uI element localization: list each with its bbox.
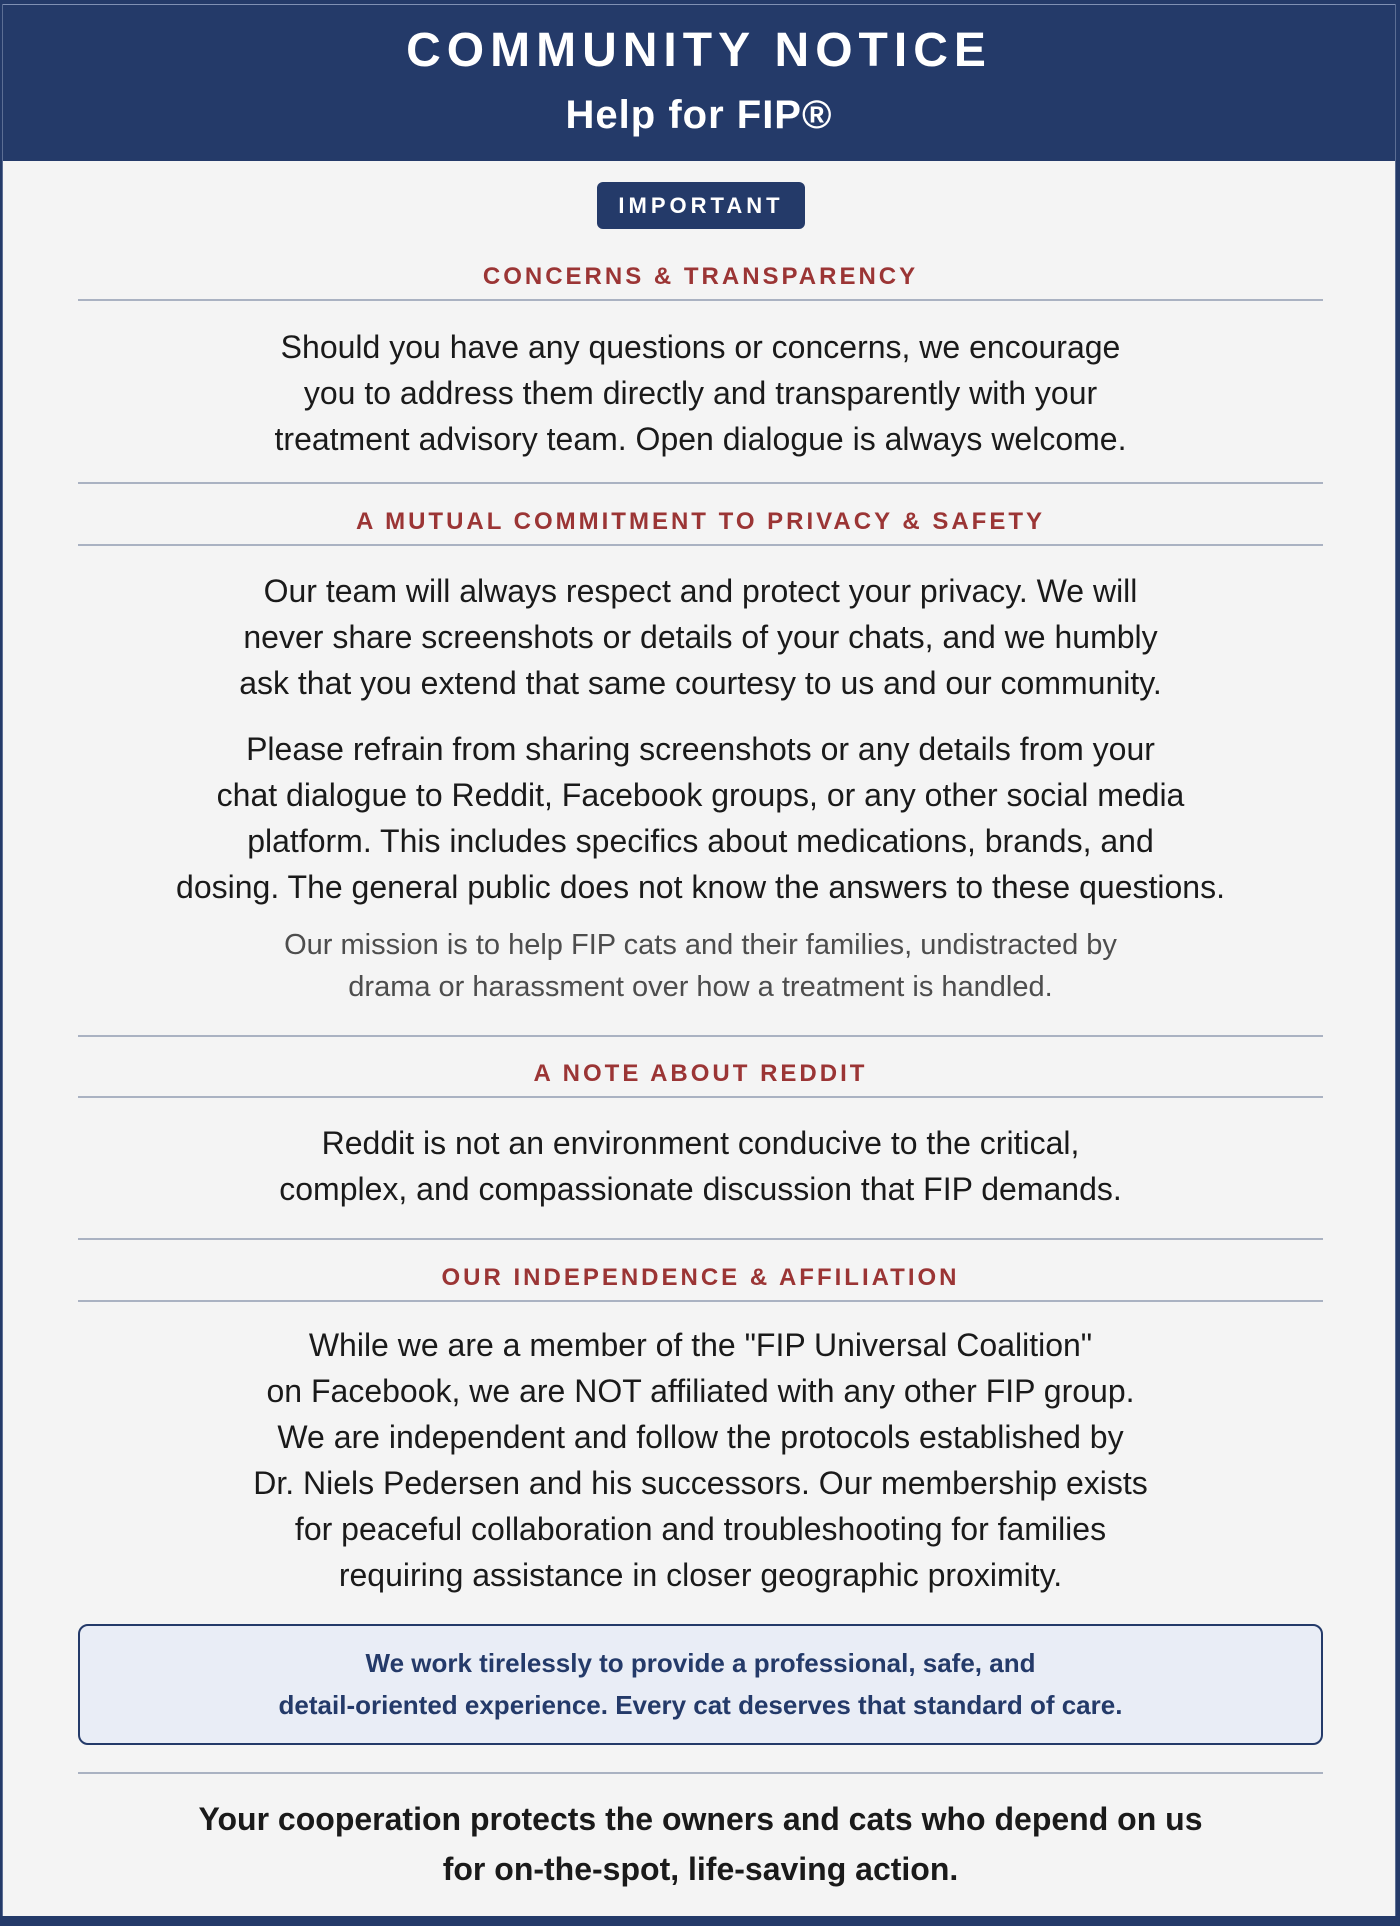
commitment-callout — [78, 1624, 1323, 1745]
closing-statement — [78, 1794, 1323, 1894]
divider — [78, 1035, 1323, 1037]
paragraph-line: We are independent and follow the protocols established by — [277, 1419, 1124, 1455]
callout-line: detail-oriented experience. Every cat deserves that standard of care. — [278, 1690, 1123, 1720]
section-title-independence: OUR INDEPENDENCE & AFFILIATION — [441, 1264, 960, 1291]
paragraph-line: Dr. Niels Pedersen and his successors. Our membership exists — [253, 1465, 1148, 1501]
section-title-reddit: A NOTE ABOUT REDDIT — [533, 1060, 868, 1087]
paragraph-line: Our mission is to help FIP cats and their families, undistracted by — [284, 929, 1117, 961]
closing-line: for on-the-spot, life-saving action. — [442, 1851, 959, 1887]
divider — [78, 1096, 1323, 1098]
sharing-paragraph — [78, 726, 1323, 910]
paragraph-line: platform. This includes specifics about medications, brands, and — [247, 823, 1154, 859]
paragraph-line: ask that you extend that same courtesy to us and our community. — [239, 665, 1162, 701]
paragraph-line: chat dialogue to Reddit, Facebook groups, or any other social media — [216, 777, 1185, 813]
mission-paragraph — [78, 924, 1323, 1008]
privacy-paragraph — [78, 568, 1323, 706]
divider — [78, 482, 1323, 484]
paragraph-line: Reddit is not an environment conducive to the critical, — [321, 1125, 1080, 1161]
paragraph-line: While we are a member of the "FIP Universal Coalition" — [308, 1327, 1093, 1363]
paragraph-line: requiring assistance in closer geographic proximity. — [338, 1557, 1063, 1593]
paragraph-line: never share screenshots or details of your chats, and we humbly — [243, 619, 1158, 655]
divider — [78, 1772, 1323, 1774]
divider — [78, 1300, 1323, 1302]
notice-subtitle: Help for FIP® — [565, 93, 833, 137]
paragraph-line: dosing. The general public does not know the answers to these questions. — [176, 869, 1225, 905]
notice-card — [2, 4, 1396, 1916]
notice-header — [3, 4, 1395, 161]
paragraph-line: complex, and compassionate discussion that FIP demands. — [279, 1171, 1122, 1207]
concerns-paragraph — [78, 324, 1323, 462]
divider — [78, 1238, 1323, 1240]
paragraph-line: Please refrain from sharing screenshots or any details from your — [246, 731, 1155, 767]
notice-title: COMMUNITY NOTICE — [406, 24, 992, 77]
paragraph-line: Should you have any questions or concerns, we encourage — [280, 329, 1121, 365]
paragraph-line: for peaceful collaboration and troubleshooting for families — [294, 1511, 1107, 1547]
divider — [78, 544, 1323, 546]
closing-line: Your cooperation protects the owners and cats who depend on us — [198, 1801, 1203, 1837]
paragraph-line: on Facebook, we are NOT affiliated with any other FIP group. — [266, 1373, 1135, 1409]
important-badge: IMPORTANT — [597, 182, 805, 229]
callout-line: We work tirelessly to provide a professional, safe, and — [365, 1648, 1036, 1678]
reddit-paragraph — [78, 1120, 1323, 1212]
divider — [78, 299, 1323, 301]
section-title-concerns: CONCERNS & TRANSPARENCY — [482, 263, 919, 290]
section-title-privacy: A MUTUAL COMMITMENT TO PRIVACY & SAFETY — [355, 508, 1045, 535]
paragraph-line: you to address them directly and transparently with your — [303, 375, 1098, 411]
paragraph-line: treatment advisory team. Open dialogue is always welcome. — [274, 421, 1127, 457]
paragraph-line: Our team will always respect and protect your privacy. We will — [263, 573, 1138, 609]
paragraph-line: drama or harassment over how a treatment is handled. — [348, 971, 1053, 1003]
independence-paragraph — [78, 1322, 1323, 1598]
